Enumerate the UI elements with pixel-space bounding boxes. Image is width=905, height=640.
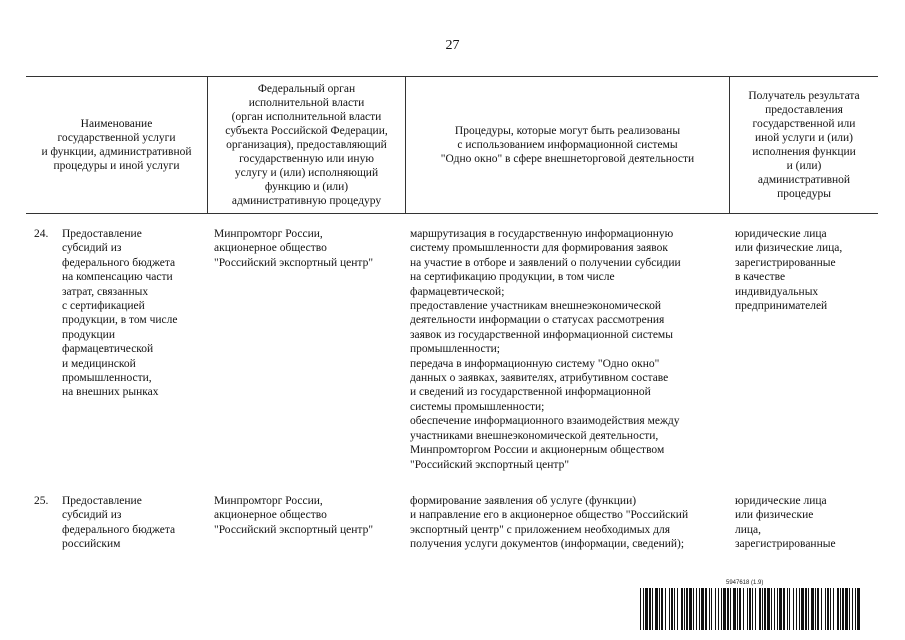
barcode-bar xyxy=(705,588,707,630)
row-number: 25. xyxy=(34,495,49,507)
barcode-bar xyxy=(649,588,651,630)
barcode-bar xyxy=(849,588,850,630)
barcode-bar xyxy=(789,588,790,630)
barcode-bar xyxy=(747,588,748,630)
barcode-bar xyxy=(709,588,710,630)
recipient: юридические лица или физические лица, зарегистрированные xyxy=(735,495,836,551)
barcode-bar xyxy=(857,588,860,630)
barcode-bar xyxy=(752,588,753,630)
procedures: маршрутизация в государственную информационную систему промышленности для формирования заявок на участие в отборе и заявлений о получении субсидии на сертификацию продукции, в том числе фармацевтической; предоставление участникам внешнеэкономической деятельности информации о статусах рассмотрения заявок из государственной информационной системы промышленности; передача в информационную систему "Одно окно" данных о заявках, заявителях, атрибутивном составе и сведений из государственной информационной системы промышленности; обеспечение информационного взаимодействия между участниками внешнеэкономической деятельности, Минпромторгом России и акционерным обществом "Российский экспортный центр" xyxy=(410,228,681,471)
barcode-bar xyxy=(727,588,729,630)
barcode-label: 5947618 (1.9) xyxy=(726,580,764,586)
barcode-bar xyxy=(715,588,716,630)
barcode-bar xyxy=(645,588,648,630)
barcode-bar xyxy=(737,588,738,630)
barcode-bar xyxy=(799,588,800,630)
barcode-bar xyxy=(661,588,663,630)
barcode-bar xyxy=(640,588,641,630)
barcode-bar xyxy=(739,588,741,630)
barcode-icon xyxy=(640,588,862,630)
barcode-bar xyxy=(825,588,826,630)
authority: Минпромторг России, акционерное общество "Российский экспортный центр" xyxy=(214,228,374,269)
row-number: 24. xyxy=(34,228,49,240)
barcode-bar xyxy=(689,588,692,630)
table-header-rule xyxy=(26,213,878,214)
barcode-bar xyxy=(749,588,751,630)
barcode-bar xyxy=(762,588,763,630)
barcode xyxy=(640,580,862,632)
barcode-bar xyxy=(701,588,704,630)
header-authority: Федеральный орган исполнительной власти (орган исполнительной власти субъекта Российской Федерации, организация), предоставляющий государственную или иную услугу и (или) исполняющий функцию и (или) административную процедуру xyxy=(225,83,388,207)
barcode-bar xyxy=(817,588,819,630)
barcode-bar xyxy=(721,588,722,630)
barcode-bar xyxy=(723,588,726,630)
page-number: 27 xyxy=(445,38,460,53)
barcode-bar xyxy=(767,588,770,630)
barcode-bar xyxy=(833,588,834,630)
procedures: формирование заявления об услуге (функции) и направление его в акционерное общество "Российский экспортный центр" с приложением необходимых для получения услуги документов (информации, сведений); xyxy=(410,495,689,551)
barcode-bar xyxy=(674,588,675,630)
barcode-bar xyxy=(764,588,766,630)
barcode-bar xyxy=(699,588,700,630)
barcode-bar xyxy=(696,588,697,630)
barcode-bar xyxy=(671,588,673,630)
barcode-bar xyxy=(837,588,839,630)
barcode-bar xyxy=(655,588,658,630)
header-recipient: Получатель результата предоставления государственной или иной услуги и (или) исполнения функции и (или) административной процедуры xyxy=(748,90,860,200)
barcode-bar xyxy=(733,588,736,630)
service-name: Предоставление субсидий из федерального бюджета российским xyxy=(62,495,176,551)
barcode-bar xyxy=(779,588,782,630)
header-service-name: Наименование государственной услуги и функции, административной процедуры и иной услуги xyxy=(41,118,192,172)
barcode-bar xyxy=(852,588,853,630)
barcode-bar xyxy=(840,588,841,630)
barcode-bar xyxy=(842,588,844,630)
barcode-bar xyxy=(793,588,794,630)
barcode-bar xyxy=(783,588,785,630)
barcode-bar xyxy=(808,588,809,630)
authority: Минпромторг России, акционерное общество "Российский экспортный центр" xyxy=(214,495,374,536)
barcode-bar xyxy=(684,588,685,630)
barcode-bar xyxy=(686,588,688,630)
barcode-bar xyxy=(801,588,804,630)
recipient: юридические лица или физические лица, зарегистрированные в качестве индивидуальных предпринимателей xyxy=(735,228,843,313)
barcode-bar xyxy=(777,588,778,630)
header-procedures: Процедуры, которые могут быть реализованы с использованием информационной системы "Одно окно" в сфере внешнеторговой деятельности xyxy=(440,125,695,165)
barcode-bar xyxy=(659,588,660,630)
barcode-bar xyxy=(755,588,756,630)
barcode-bar xyxy=(821,588,822,630)
barcode-bar xyxy=(811,588,814,630)
barcode-bar xyxy=(711,588,712,630)
barcode-bar xyxy=(652,588,653,630)
barcode-bar xyxy=(855,588,856,630)
barcode-bar xyxy=(815,588,816,630)
barcode-bar xyxy=(669,588,670,630)
barcode-bar xyxy=(771,588,772,630)
barcode-bar xyxy=(743,588,744,630)
barcode-bar xyxy=(805,588,807,630)
barcode-bar xyxy=(665,588,666,630)
barcode-bar xyxy=(830,588,831,630)
barcode-bar xyxy=(681,588,683,630)
barcode-bar xyxy=(759,588,761,630)
barcode-bar xyxy=(677,588,678,630)
barcode-bar xyxy=(693,588,694,630)
barcode-bar xyxy=(730,588,731,630)
barcode-bar xyxy=(845,588,848,630)
barcode-bar xyxy=(643,588,644,630)
barcode-bar xyxy=(774,588,775,630)
service-name: Предоставление субсидий из федерального бюджета на компенсацию части затрат, связанных с сертификацией продукции, в том числе продукции фармацевтической и медицинской промышленности, на внешних рынках xyxy=(62,228,178,399)
barcode-bar xyxy=(796,588,797,630)
barcode-bar xyxy=(718,588,719,630)
barcode-bar xyxy=(787,588,788,630)
barcode-bar xyxy=(827,588,829,630)
